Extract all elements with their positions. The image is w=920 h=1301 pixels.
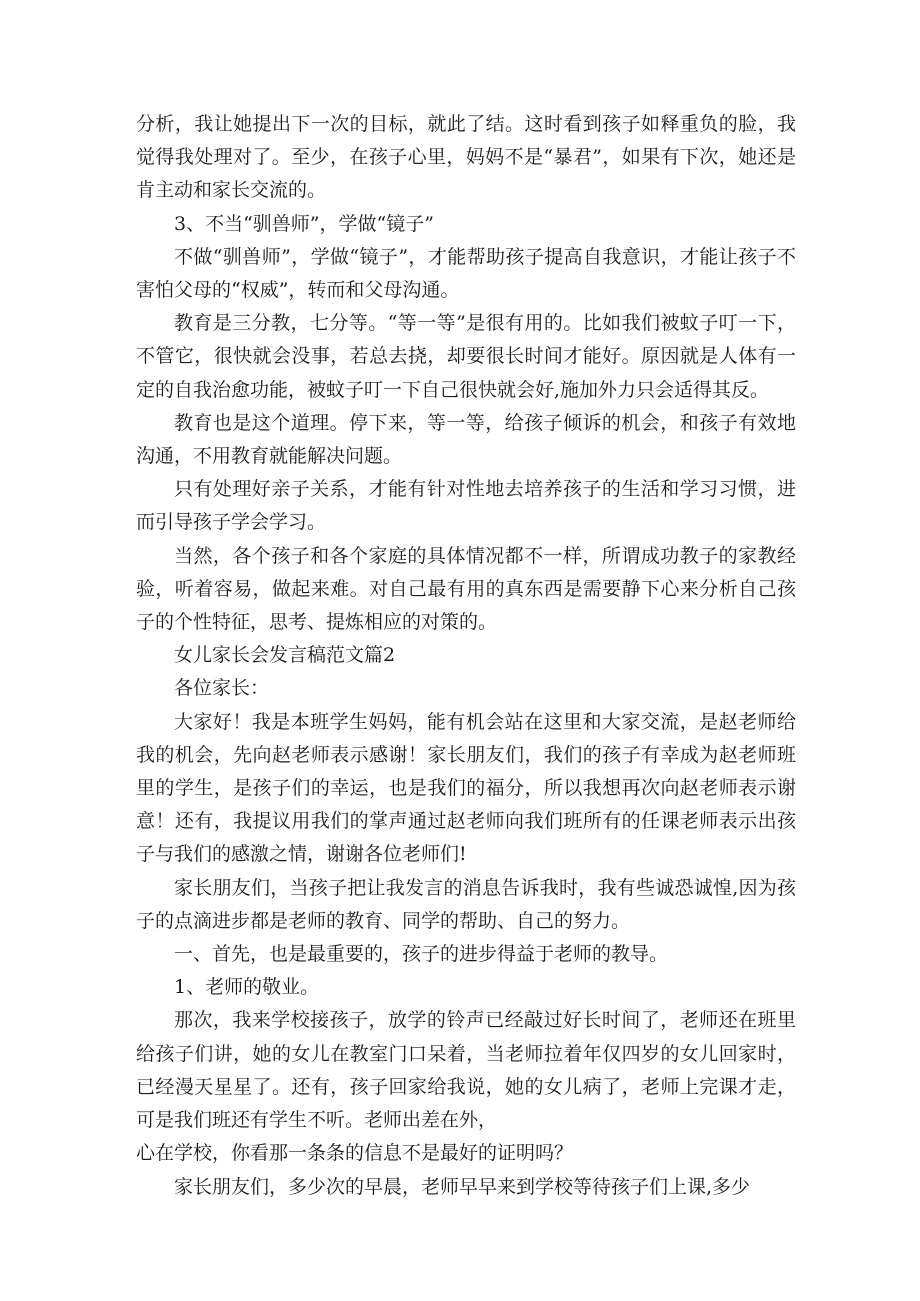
paragraph: 当然，各个孩子和各个家庭的具体情况都不一样，所谓成功教子的家教经验，听着容易，做起来难。对自己最有用的真东西是需要静下心来分析自己孩子的个性特征，思考、提炼相应的对策的。 bbox=[136, 544, 796, 634]
paragraph: 分析，我让她提出下一次的目标，就此了结。这时看到孩子如释重负的脸，我觉得我处理对了。至少，在孩子心里，妈妈不是“暴君”，如果有下次，她还是肯主动和家长交流的。 bbox=[136, 113, 796, 202]
paragraph: 家长朋友们，多少次的早晨，老师早早来到学校等待孩子们上课,多少 bbox=[174, 1175, 751, 1198]
article-title: 女儿家长会发言稿范文篇2 bbox=[174, 644, 396, 667]
subsection-heading: 1、老师的敬业。 bbox=[174, 976, 320, 999]
paragraph: 家长朋友们，当孩子把让我发言的消息告诉我时，我有些诚恐诚惶,因为孩子的点滴进步都是老师的教育、同学的帮助、自己的努力。 bbox=[136, 876, 796, 932]
paragraph: 不做“驯兽师”，学做“镜子”，才能帮助孩子提高自我意识，才能让孩子不害怕父母的“权威”，转而和父母沟通。 bbox=[136, 245, 796, 302]
paragraph: 教育也是这个道理。停下来，等一等，给孩子倾诉的机会，和孩子有效地沟通，不用教育就能解决问题。 bbox=[136, 411, 796, 468]
paragraph: 教育是三分教，七分等。“等一等”是很有用的。比如我们被蚊子叮一下，不管它，很快就会没事，若总去挠，却要很长时间才能好。原因就是人体有一定的自我治愈功能，被蚊子叮一下自己很快就会好,施加外力只会适得其反。 bbox=[136, 312, 796, 401]
salutation: 各位家长： bbox=[174, 677, 270, 700]
section-heading: 3、不当“驯兽师”，学做“镜子” bbox=[174, 212, 434, 235]
section-heading: 一、首先，也是最重要的，孩子的进步得益于老师的教导。 bbox=[174, 943, 669, 966]
paragraph: 大家好！我是本班学生妈妈，能有机会站在这里和大家交流，是赵老师给我的机会，先向赵老师表示感谢！家长朋友们，我们的孩子有幸成为赵老师班里的学生，是孩子们的幸运，也是我们的福分，所以我想再次向赵老师表示谢意！还有，我提议用我们的掌声通过赵老师向我们班所有的任课老师表示出孩子与我们的感激之情，谢谢各位老师们! bbox=[136, 710, 796, 866]
paragraph: 只有处理好亲子关系，才能有针对性地去培养孩子的生活和学习习惯，进而引导孩子学会学习。 bbox=[136, 478, 796, 534]
paragraph: 心在学校，你看那一条条的信息不是最好的证明吗？ bbox=[136, 1142, 574, 1165]
document-body bbox=[136, 108, 796, 1204]
paragraph: 那次，我来学校接孩子，放学的铃声已经敲过好长时间了，老师还在班里给孩子们讲，她的女儿在教室门口呆着，当老师拉着年仅四岁的女儿回家时，已经漫天星星了。还有，孩子回家给我说，她的女儿病了，老师上完课才走，可是我们班还有学生不听。老师出差在外， bbox=[136, 1009, 796, 1132]
